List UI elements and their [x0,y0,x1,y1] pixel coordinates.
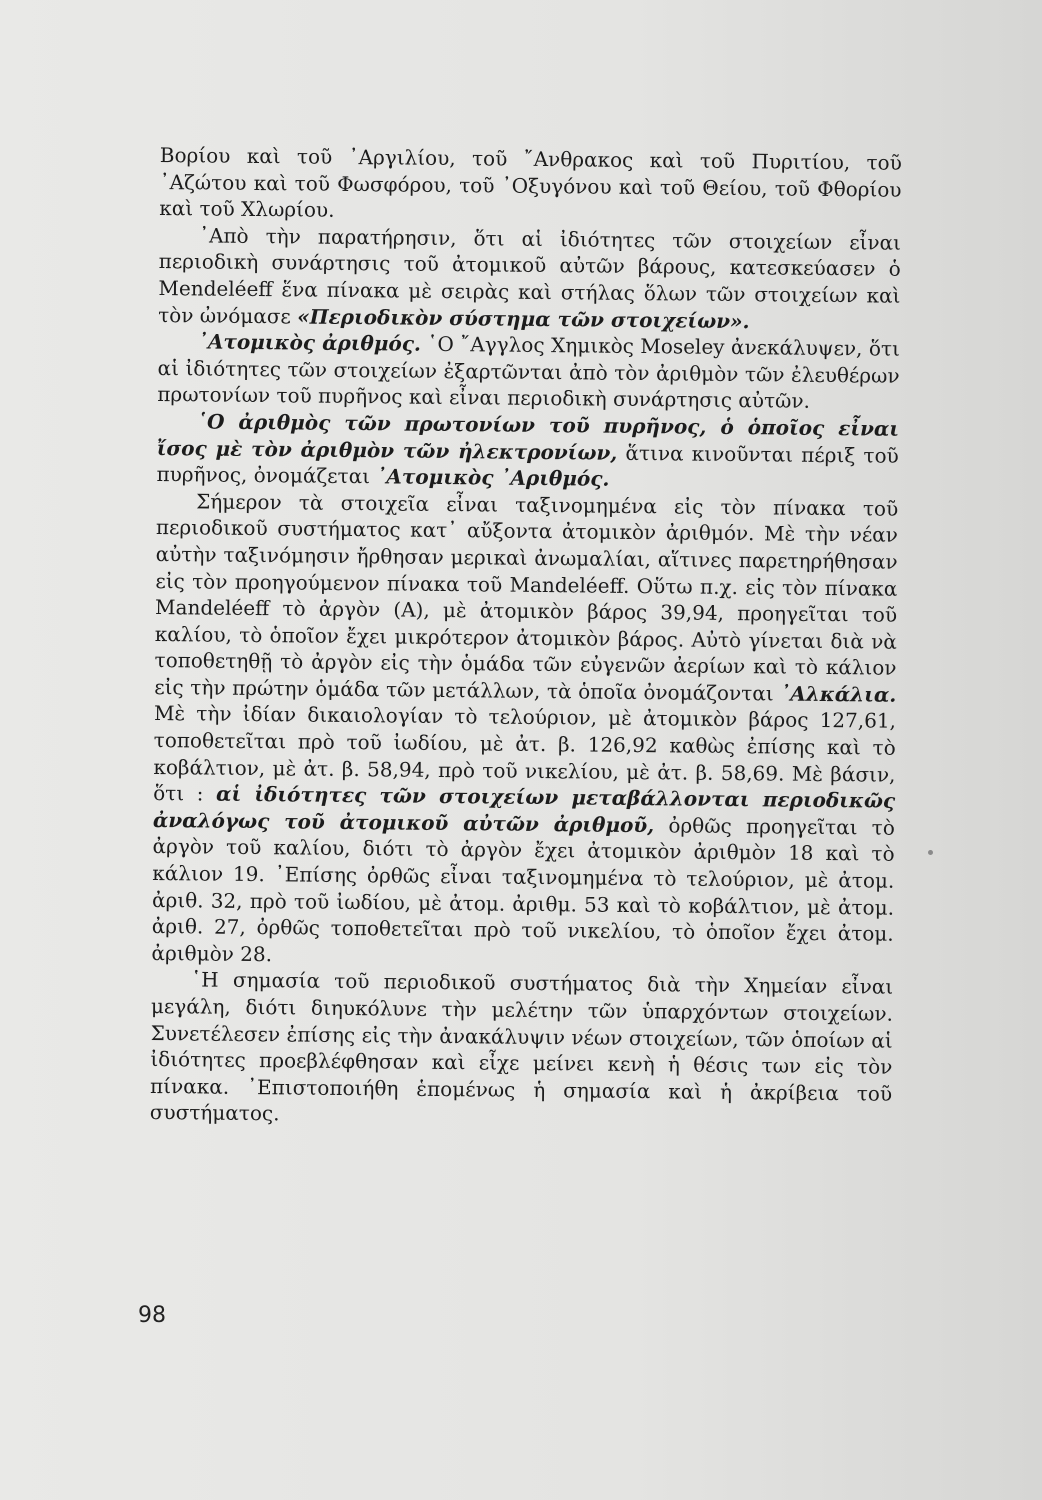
text-run: Μὲ τὴν ἰδίαν δικαιολογίαν τὸ τελούριον, μὲ ἀτομικὸν βάρος 127,61, τοποθετεῖται πρὸ τοῦ ἰωδίου, μὲ ἀτ. β. 126,92 καθὼς ἐπίσης καὶ τὸ κοβάλτιον, μὲ ἀτ. β. 58,94, πρὸ τοῦ νικελίου, μὲ ἀτ. β. 58,69. Μὲ βάσιν, ὅτι : [153,701,897,806]
paragraph-mendeleeff [158,222,901,336]
text-run: ἅτινα κινοῦνται πέριξ τοῦ πυρῆνος, ὀνομάζεται [156,440,899,489]
paragraph-continuation [159,142,902,230]
text-run: ῾Η σημασία τοῦ περιοδικοῦ συστήματος διὰ τὴν Χημείαν εἶναι μεγάλη, διότι διηυκόλυνε τὴν μελέτην τῶν ὑπαρχόντων στοιχείων. Συνετέλεσεν ἐπίσης εἰς τὴν ἀνακάλυψιν νέων στοιχείων, τῶν ὁποίων αἱ ἰδιότητες προεβλέφθησαν καὶ εἶχε μείνει κενὴ ἡ θέσις των εἰς τὸν πίνακα. ᾿Επιστοποιήθη ἑπομένως ἡ σημασία καὶ ἡ ἀκρίβεια τοῦ συστήματος. [149,967,894,1126]
paragraph-atomic-number [157,328,900,416]
paragraph-modern-table [151,488,898,974]
emphasis-text: ᾿Ατομικὸς ᾿Αριθμός. [376,464,610,491]
emphasis-text: ᾿Αλκάλια. [780,681,897,707]
text-run: ὀρθῶς προηγεῖται τὸ ἀργὸν τοῦ καλίου, διότι τὸ ἀργὸν ἔχει ἀτομικὸν ἀριθμὸν 18 καὶ τὸ κάλιον 19. ᾿Επίσης ὀρθῶς εἶναι ταξινομημένα τὸ τελούριον, μὲ ἀτομ. ἀριθ. 32, πρὸ τοῦ ἰωδίου, μὲ ἀτομ. ἀριθμ. 53 καὶ τὸ κοβάλτιον, μὲ ἀτομ. ἀριθ. 27, ὀρθῶς τοποθετεῖται πρὸ τοῦ νικελίου, τὸ ὁποῖον ἔχει ἀτομ. ἀριθμὸν 28. [151,813,895,967]
text-run: Σήμερον τὰ στοιχεῖα εἶναι ταξινομημένα εἰς τὸν πίνακα τοῦ περιοδικοῦ συστήματος κατ᾿ αὔξοντα ἀτομικὸν ἀριθμόν. Μὲ τὴν νέαν αὐτὴν ταξινόμησιν ἤρθησαν μερικαὶ ἀνωμαλίαι, αἵτινες παρετηρήθησαν εἰς τὸν προηγούμενον πίνακα τοῦ Mandeléeff. Οὕτω π.χ. εἰς τὸν πίνακα Mandeléeff τὸ ἀργὸν (A), μὲ ἀτομικὸν βάρος 39,94, προηγεῖται τοῦ καλίου, τὸ ὁποῖον ἔχει μικρότερον ἀτομικὸν βάρος. Αὐτὸ γίνεται διὰ νὰ τοποθετηθῇ τὸ ἀργὸν εἰς τὴν ὁμάδα τῶν εὐγενῶν ἀερίων καὶ τὸ κάλιον εἰς τὴν πρώτην ὁμάδα τῶν μετάλλων, τὰ ὁποῖα ὀνομάζονται [154,489,899,706]
body-text [150,142,902,1134]
emphasis-text: ῾Ο ἀριθμὸς τῶν πρωτονίων τοῦ πυρῆνος, ὁ ὁποῖος εἶναι ἴσος μὲ τὸν ἀριθμὸν τῶν ἠλεκτρονίων, [156,409,900,465]
text-run: Βορίου καὶ τοῦ ᾿Αργιλίου, τοῦ ῎Ανθρακος καὶ τοῦ Πυριτίου, τοῦ ᾿Αζώτου καὶ τοῦ Φωσφόρου, τοῦ ᾿Οξυγόνου καὶ τοῦ Θείου, τοῦ Φθορίου καὶ τοῦ Χλωρίου. [159,142,902,223]
paragraph-significance [150,966,894,1133]
emphasis-text: ᾿Ατομικὸς ἀριθμός. [197,329,422,356]
text-run: ῾Ο ῎Αγγλος Χημικὸς Moseley ἀνεκάλυψεν, ὅτι αἱ ἰδιότητες τῶν στοιχείων ἐξαρτῶνται ἀπὸ τὸν ἀριθμὸν τῶν ἐλευθέρων πρωτονίων τοῦ πυρῆνος καὶ εἶναι περιοδικὴ συνάρτησις αὐτῶν. [157,331,900,414]
paragraph-atomic-number-definition [156,408,899,496]
margin-speck [928,850,933,855]
emphasis-text: αἱ ἰδιότητες τῶν στοιχείων μεταβάλλονται περιοδικῶς ἀναλόγως τοῦ ἀτομικοῦ αὐτῶν ἀριθμοῦ, [152,781,896,838]
page-number: 98 [138,1303,166,1328]
emphasis-text: «Περιοδικὸν σύστημα τῶν στοιχείων». [297,304,750,333]
text-run: ᾿Απὸ τὴν παρατήρησιν, ὅτι αἱ ἰδιότητες τῶν στοιχείων εἶναι περιοδικὴ συνάρτησις τοῦ ἀτομικοῦ αὐτῶν βάρους, κατεσκεύασεν ὁ Mendeléeff ἕνα πίνακα μὲ σειρὰς καὶ στήλας ὅλων τῶν στοιχείων καὶ τὸν ὠνόμασε [158,223,902,329]
